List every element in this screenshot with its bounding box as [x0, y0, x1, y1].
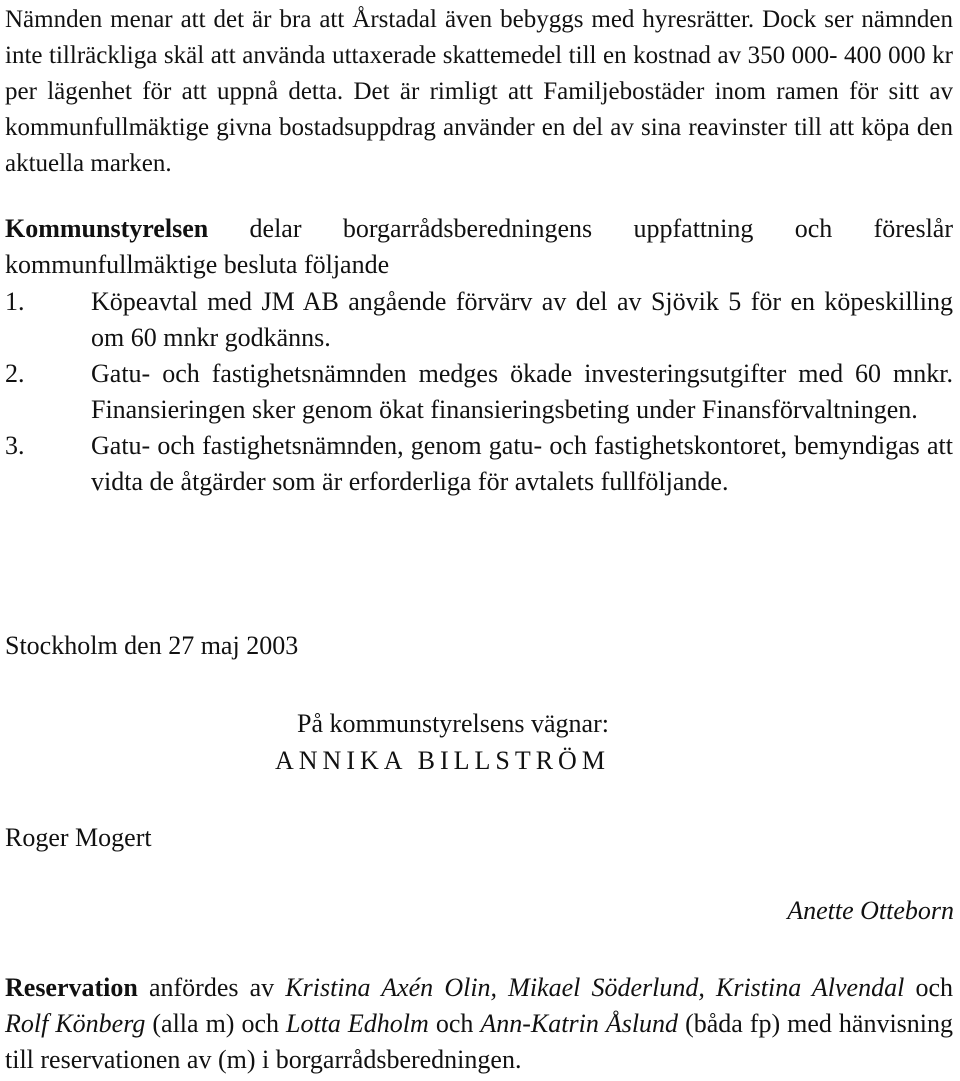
on-behalf-line: På kommunstyrelsens vägnar: — [297, 709, 609, 738]
place-date: Stockholm den 27 maj 2003 — [5, 631, 299, 660]
reservation-lead: Reservation — [5, 973, 138, 1002]
reservation-text: och — [904, 973, 953, 1002]
proposal-item — [5, 356, 953, 428]
chair-name: ANNIKA BILLSTRÖM — [275, 746, 610, 775]
reservation-names: Rolf Könberg — [5, 1009, 146, 1038]
proposal-number: 2. — [5, 359, 25, 388]
proposal-number: 1. — [5, 287, 25, 316]
proposal-intro-text: delar borgarrådsberedningens uppfattning och föreslår kommunfullmäktige besluta följande — [5, 214, 953, 279]
proposal-item — [5, 284, 953, 356]
reservation-text: och — [428, 1009, 481, 1038]
reservation-names: Kristina Axén Olin, Mikael Söderlund, Kristina Alvendal — [285, 973, 905, 1002]
intro-paragraph: Nämnden menar att det är bra att Årstadal även bebyggs med hyresrätter. Dock ser nämnden inte tillräckliga skäl att använda uttaxerade skattemedel till en kostnad av 350 000- 400 000 kr per lägenhet för att uppnå detta. Det är rimligt att Familjebostäder inom ramen för sitt av kommunfullmäktige givna bostadsuppdrag använder en del av sina reavinster till att köpa den aktuella marken. — [5, 6, 953, 177]
proposal-number: 3. — [5, 431, 25, 460]
reservation-paragraph — [5, 970, 953, 1078]
reservation-text: anfördes av — [137, 973, 286, 1002]
reservation-names: Lotta Edholm — [286, 1009, 429, 1038]
proposal-intro-paragraph — [5, 211, 953, 283]
proposal-text: Gatu- och fastighetsnämnden, genom gatu- och fastighetskontoret, bemyndigas att vidta de åtgärder som är erforderliga för avtalets fullföljande. — [91, 431, 953, 496]
reservation-text: (båda fp) med hänvisning till reservationen av (m) i borgarrådsberedningen. — [5, 1009, 954, 1074]
proposal-text: Köpeavtal med JM AB angående förvärv av del av Sjövik 5 för en köpeskilling om 60 mnkr godkänns. — [91, 287, 953, 352]
reservation-text: (alla m) och — [145, 1009, 287, 1038]
proposal-intro-lead: Kommunstyrelsen — [5, 214, 209, 243]
signature-right: Anette Otteborn — [787, 896, 954, 925]
reservation-names: Ann-Katrin Åslund — [480, 1009, 679, 1038]
proposal-text: Gatu- och fastighetsnämnden medges ökade investeringsutgifter med 60 mnkr. Finansieringen sker genom ökat finansieringsbeting under Finansförvaltningen. — [91, 359, 953, 424]
proposal-item — [5, 428, 953, 500]
proposal-list — [5, 284, 953, 500]
signature-left: Roger Mogert — [5, 823, 152, 852]
